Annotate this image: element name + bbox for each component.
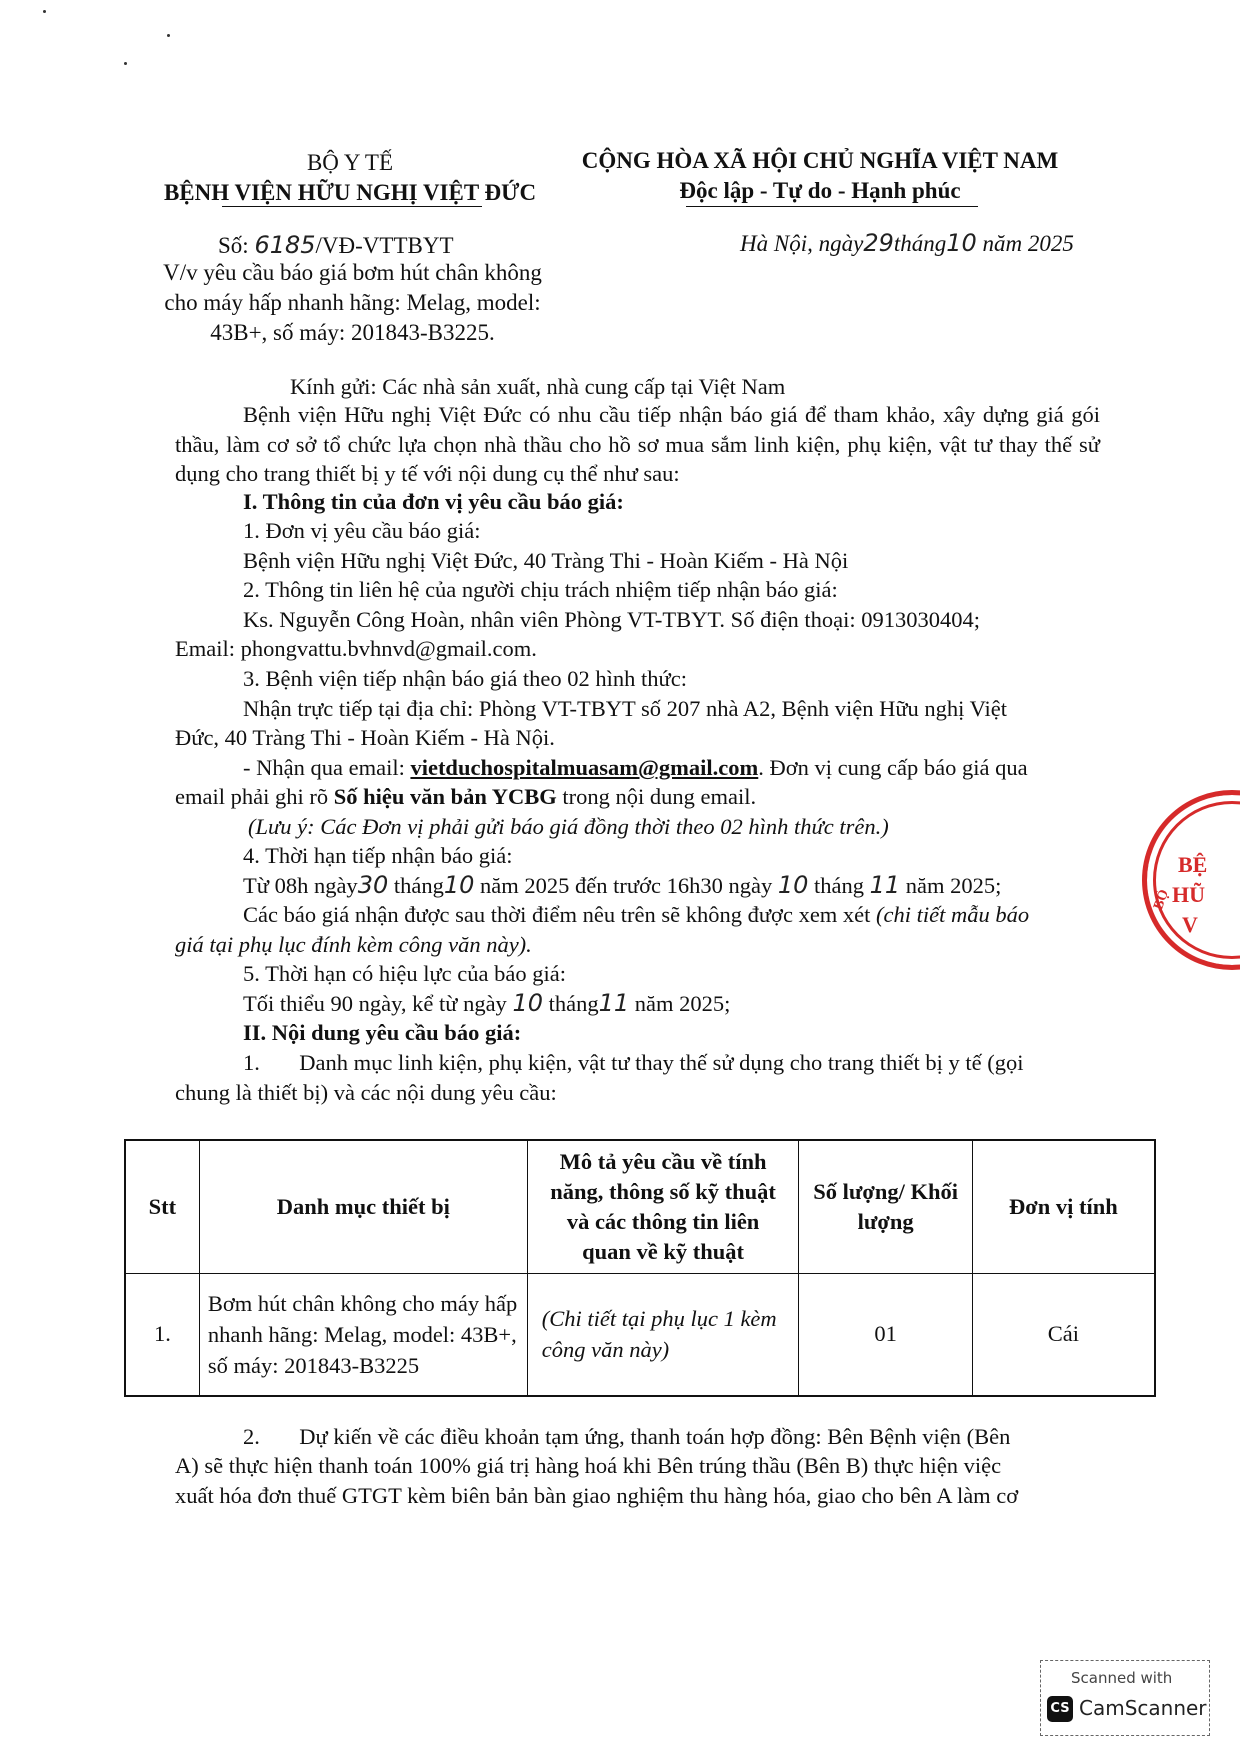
s2-item1-line2: chung là thiết bị) và các nội dung yêu cầu: xyxy=(175,1080,557,1105)
section1-title: I. Thông tin của đơn vị yêu cầu báo giá: xyxy=(243,489,624,514)
s2-item2-line1: 2. Dự kiến về các điều khoản tạm ứng, thanh toán hợp đồng: Bên Bệnh viện (Bên xyxy=(243,1424,1011,1449)
s2-item2-line2: A) sẽ thực hiện thanh toán 100% giá trị hàng hoá khi Bên trúng thầu (Bên B) thực hiện việc xyxy=(175,1453,1002,1478)
cell-qty: 01 xyxy=(799,1274,972,1396)
item3-email-line2: email phải ghi rõ Số hiệu văn bản YCBG trong nội dung email. xyxy=(175,784,757,809)
item1-label: 1. Đơn vị yêu cầu báo giá: xyxy=(243,518,481,543)
stamp-text-3: V xyxy=(1182,912,1198,937)
item5-label: 5. Thời hạn có hiệu lực của báo giá: xyxy=(243,961,566,986)
document-number: Số: 6185/VĐ-VTTBYT xyxy=(218,231,454,259)
stamp-text-1: BỆ xyxy=(1178,852,1208,877)
camscanner-logo-icon: CS xyxy=(1047,1696,1073,1722)
hospital-name: BỆNH VIỆN HỮU NGHỊ VIỆT ĐỨC xyxy=(163,180,537,205)
item4-period: Từ 08h ngày30 tháng10 năm 2025 đến trước 16h30 ngày 10 tháng 11 năm 2025; xyxy=(243,871,1002,899)
item4-label: 4. Thời hạn tiếp nhận báo giá: xyxy=(243,843,513,868)
motto: Độc lập - Tự do - Hạnh phúc xyxy=(679,178,961,203)
intro-paragraph: Bệnh viện Hữu nghị Việt Đức có nhu cầu tiếp nhận báo giá để tham khảo, xây dựng giá gói thầu, làm cơ sở tổ chức lựa chọn nhà thầu cho hồ sơ mua sắm linh kiện, phụ kiện, vật tư thay thế sử dụng cho trang thiết bị y tế với nội dung cụ thể như sau: xyxy=(175,402,1100,486)
date-day-handwritten: 29 xyxy=(863,229,894,257)
submission-email-link[interactable]: vietduchospitalmuasam@gmail.com xyxy=(410,755,759,780)
greeting: Kính gửi: Các nhà sản xuất, nhà cung cấp tại Việt Nam xyxy=(290,374,786,399)
item3-label: 3. Bệnh viện tiếp nhận báo giá theo 02 hình thức: xyxy=(243,666,687,691)
item1-value: Bệnh viện Hữu nghị Việt Đức, 40 Tràng Thi - Hoàn Kiếm - Hà Nội xyxy=(243,548,849,573)
republic-name: CỘNG HÒA XÃ HỘI CHỦ NGHĨA VIỆT NAM xyxy=(581,148,1059,173)
col-header-item: Danh mục thiết bị xyxy=(199,1140,527,1274)
table-row xyxy=(125,1274,1155,1396)
motto-underline xyxy=(686,206,978,207)
col-header-stt: Stt xyxy=(125,1140,199,1274)
header-right xyxy=(555,146,1085,206)
item4-after-cont: giá tại phụ lục đính kèm công văn này). xyxy=(175,932,532,957)
item5-value: Tối thiểu 90 ngày, kể từ ngày 10 tháng11 năm 2025; xyxy=(243,989,731,1017)
col-header-qty: Số lượng/ Khối lượng xyxy=(799,1140,972,1274)
scan-speck xyxy=(167,34,170,37)
ministry-name: BỘ Y TẾ xyxy=(306,150,394,175)
item3-email-line: - Nhận qua email: vietduchospitalmuasam@gmail.com. Đơn vị cung cấp báo giá qua xyxy=(243,755,1028,780)
date-month-handwritten: 10 xyxy=(946,229,977,257)
s2-item2-line3: xuất hóa đơn thuế GTGT kèm biên bản bàn giao nghiệm thu hàng hóa, giao cho bên A làm cơ xyxy=(175,1483,1019,1508)
s2-item1-line1: 1. Danh mục linh kiện, phụ kiện, vật tư thay thế sử dụng cho trang thiết bị y tế (gọi xyxy=(243,1050,1024,1075)
scan-speck xyxy=(43,10,46,13)
doc-number-handwritten: 6185 xyxy=(254,231,316,259)
cell-stt: 1. xyxy=(125,1274,199,1396)
request-table xyxy=(124,1139,1156,1397)
official-stamp xyxy=(1142,790,1240,970)
camscanner-badge xyxy=(1040,1660,1210,1736)
item2-label: 2. Thông tin liên hệ của người chịu trách nhiệm tiếp nhận báo giá: xyxy=(243,577,838,602)
subject: V/v yêu cầu báo giá bơm hút chân không cho máy hấp nhanh hãng: Melag, model: 43B+, số máy: 201843-B3225. xyxy=(163,260,542,345)
cell-unit: Cái xyxy=(972,1274,1155,1396)
item3-direct: Nhận trực tiếp tại địa chỉ: Phòng VT-TBYT số 207 nhà A2, Bệnh viện Hữu nghị Việt xyxy=(243,696,1008,721)
document-date: Hà Nội, ngày29tháng10 năm 2025 xyxy=(740,229,1074,257)
section2-title: II. Nội dung yêu cầu báo giá: xyxy=(243,1020,522,1045)
badge-camscanner: CamScanner xyxy=(1079,1696,1207,1720)
item2-value: Ks. Nguyễn Công Hoàn, nhân viên Phòng VT-TBYT. Số điện thoại: 0913030404; xyxy=(243,607,981,632)
scan-speck xyxy=(124,62,127,65)
stamp-text-2: HŨ xyxy=(1172,882,1205,907)
item3-note: (Lưu ý: Các Đơn vị phải gửi báo giá đồng thời theo 02 hình thức trên.) xyxy=(248,814,889,839)
table-header-row xyxy=(125,1140,1155,1274)
hospital-underline xyxy=(222,206,482,207)
stamp-text-side: BỘ xyxy=(1151,887,1173,912)
header-left xyxy=(140,148,560,208)
cell-desc: (Chi tiết tại phụ lục 1 kèm công văn này) xyxy=(527,1274,799,1396)
col-header-unit: Đơn vị tính xyxy=(972,1140,1155,1274)
cell-item: Bơm hút chân không cho máy hấp nhanh hãng: Melag, model: 43B+, số máy: 201843-B3225 xyxy=(199,1274,527,1396)
item3-direct-cont: Đức, 40 Tràng Thi - Hoàn Kiếm - Hà Nội. xyxy=(175,725,555,750)
item2-email: Email: phongvattu.bvhnvd@gmail.com. xyxy=(175,636,537,661)
item4-after: Các báo giá nhận được sau thời điểm nêu trên sẽ không được xem xét (chi tiết mẫu báo xyxy=(243,902,1030,927)
col-header-desc: Mô tả yêu cầu về tính năng, thông số kỹ thuật và các thông tin liên quan về kỹ thuật xyxy=(527,1140,799,1274)
badge-scanned-with: Scanned with xyxy=(1071,1669,1173,1687)
